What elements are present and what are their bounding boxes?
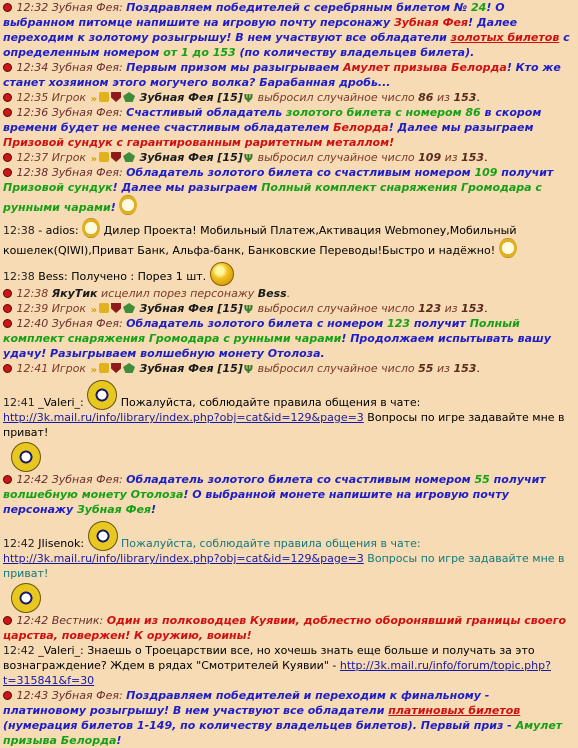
sender-name[interactable]: JIisenok (38, 537, 81, 550)
race-icon (123, 303, 135, 313)
sender-name[interactable]: _Valeri_ (38, 644, 81, 657)
player-name[interactable]: Зубная Фея [15] (139, 151, 243, 164)
sender-name[interactable]: Зубная Фея: (51, 166, 123, 179)
chat-message: 12:38 Зубная Фея: Обладатель золотого билета со счастливым номером 109 получит Призовой сундук! Далее мы разыграем Полный комплект снаряжения Громодара с рунными чарами! (3, 166, 554, 214)
shield-icon (111, 152, 121, 162)
staff-icon: Ψ (243, 152, 254, 165)
chat-message: 12:41 _Valeri_: Пожалуйста, соблюдайте правила общения в чате: http://3k.mail.ru/info/library/index.php?obj=cat&id=129&page=3 Вопросы по игре задавайте мне в приват! (3, 380, 576, 440)
chat-message: 12:40 Зубная Фея: Обладатель золотого билета с номером 123 получит Полный комплект снаряжения Громодара с рунными чарами! Продолжаем испытывать вашу удачу! Разыгрываем волшебную монету Отолоза. (3, 317, 551, 360)
private-dot-icon[interactable] (3, 616, 12, 625)
staff-icon: Ψ (243, 303, 254, 316)
private-dot-icon[interactable] (3, 319, 12, 328)
forum-link[interactable]: http://3k.mail.ru/info/forum/topic.php?t=315841&f=30 (3, 659, 551, 687)
rank-chevron-icon: » (90, 305, 98, 316)
player-name[interactable]: Зубная Фея [15] (139, 91, 243, 104)
chat-message: 12:38 - adios: Дилер Проекта! Мобильный Платеж,Активация Webmoney,Мобильный кошелек(QIWI),Приват Банк, Альфа-банк, Банковские Переводы!Быстро и надёжно! (3, 218, 576, 258)
clan-icon (99, 152, 109, 162)
sender-name[interactable]: Зубная Фея: (51, 61, 123, 74)
race-icon (123, 363, 135, 373)
sender-name[interactable]: Bess (38, 270, 64, 283)
sender-name[interactable]: Зубная Фея: (51, 106, 123, 119)
chat-message: 12:34 Зубная Фея: Первым призом мы разыгрываем Амулет призыва Белорда! Кто же станет хозяином этого могучего волка? Барабанная дробь... (3, 61, 561, 89)
dice-roll-message: 12:35 Игрок » Зубная Фея [15]Ψ выбросил случайное число 86 из 153. (3, 90, 576, 105)
dice-roll-message: 12:37 Игрок » Зубная Фея [15]Ψ выбросил случайное число 109 из 153. (3, 150, 576, 165)
sender-name[interactable]: _Valeri_ (38, 396, 81, 409)
clan-icon (99, 303, 109, 313)
rules-link[interactable]: http://3k.mail.ru/info/library/index.php?obj=cat&id=129&page=3 (3, 552, 364, 565)
race-icon (123, 152, 135, 162)
clan-icon (99, 92, 109, 102)
private-dot-icon[interactable] (3, 289, 12, 298)
chat-message: 12:36 Зубная Фея: Счастливый обладатель золотого билета с номером 86 в скором времени будет не менее счастливым обладателем Белорда! Далее мы разыграем Призовой сундук с гарантированным раритетным металлом! (3, 106, 542, 149)
moderator-eye-icon (87, 380, 117, 410)
sender-name[interactable]: Зубная Фея: (51, 473, 123, 486)
rank-chevron-icon: » (90, 94, 98, 105)
chat-message: 12:42 Вестник: Один из полководцев Куявии, доблестно оборонявший границы своего царства, повержен! К оружию, воины! (3, 614, 567, 642)
private-dot-icon[interactable] (3, 168, 12, 177)
smiley-icon (210, 262, 234, 286)
clock-smiley-icon (82, 218, 100, 238)
sender-name[interactable]: adios (45, 224, 75, 237)
staff-icon: Ψ (243, 92, 254, 105)
sender-name[interactable]: Зубная Фея: (51, 689, 123, 702)
chat-message: 12:43 Зубная Фея: Поздравляем победителей и переходим к финальному - платиновому розыгрышу! В нем участвуют все обладатели платиновых билетов (нумерация билетов 1-149, по количеству владельцев билетов). Первый приз - Амулет призыва Белорда! (3, 689, 563, 747)
private-dot-icon[interactable] (3, 153, 12, 162)
clock-smiley-icon (119, 195, 137, 215)
moderator-eye-icon (11, 583, 41, 613)
sender-name[interactable]: Зубная Фея: (51, 1, 123, 14)
private-dot-icon[interactable] (3, 691, 12, 700)
moderator-eye-icon (11, 442, 41, 472)
rules-link[interactable]: http://3k.mail.ru/info/library/index.php?obj=cat&id=129&page=3 (3, 411, 364, 424)
rank-chevron-icon: » (90, 365, 98, 376)
private-dot-icon[interactable] (3, 364, 12, 373)
player-name[interactable]: Зубная Фея [15] (139, 362, 243, 375)
moderator-eye-icon (88, 521, 118, 551)
rank-chevron-icon: » (90, 154, 98, 165)
shield-icon (111, 363, 121, 373)
player-name[interactable]: ЯкуТик (51, 287, 98, 300)
shield-icon (111, 303, 121, 313)
staff-icon: Ψ (243, 363, 254, 376)
chat-message: 12:42 JIisenok: Пожалуйста, соблюдайте правила общения в чате: http://3k.mail.ru/info/library/index.php?obj=cat&id=129&page=3 Вопросы по игре задавайте мне в приват! (3, 521, 576, 581)
shield-icon (111, 92, 121, 102)
player-name[interactable]: Зубная Фея [15] (139, 302, 243, 315)
chat-message: 12:38 Bess: Получено : Порез 1 шт. (3, 262, 576, 286)
race-icon (123, 92, 135, 102)
dice-roll-message: 12:39 Игрок » Зубная Фея [15]Ψ выбросил случайное число 123 из 153. (3, 301, 576, 316)
private-dot-icon[interactable] (3, 3, 12, 12)
dice-roll-message: 12:41 Игрок » Зубная Фея [15]Ψ выбросил случайное число 55 из 153. (3, 361, 576, 376)
chat-message: 12:42 Зубная Фея: Обладатель золотого билета со счастливым номером 55 получит волшебную монету Отолоза! О выбранной монете напишите на игровую почту персонажу Зубная Фея! (3, 473, 546, 516)
private-dot-icon[interactable] (3, 108, 12, 117)
chat-message: 12:32 Зубная Фея: Поздравляем победителей с серебряным билетом № 24! О выбранном питомце напишите на игровую почту персонажу Зубная Фея! Далее переходим к золотому розыгрышу! В нем участвуют все обладатели золотых билетов с определенным номером от 1 до 153 (по количеству владельцев билета). (3, 1, 570, 59)
sender-name[interactable]: Вестник: (51, 614, 104, 627)
chat-message: 12:42 _Valeri_: Знаешь о Троецарствии все, но хочешь знать еще больше и получать за это вознаграждение? Ждем в рядах "Смотрителей Куявии" - http://3k.mail.ru/info/forum/topic.php?t=315841&f=30 (3, 644, 551, 687)
sender-name[interactable]: Зубная Фея: (51, 317, 123, 330)
private-dot-icon[interactable] (3, 304, 12, 313)
clock-smiley-icon (499, 238, 517, 258)
system-message: 12:38 ЯкуТик исцелил порез персонажу Bess. (3, 286, 576, 301)
clan-icon (99, 363, 109, 373)
private-dot-icon[interactable] (3, 475, 12, 484)
private-dot-icon[interactable] (3, 63, 12, 72)
private-dot-icon[interactable] (3, 93, 12, 102)
